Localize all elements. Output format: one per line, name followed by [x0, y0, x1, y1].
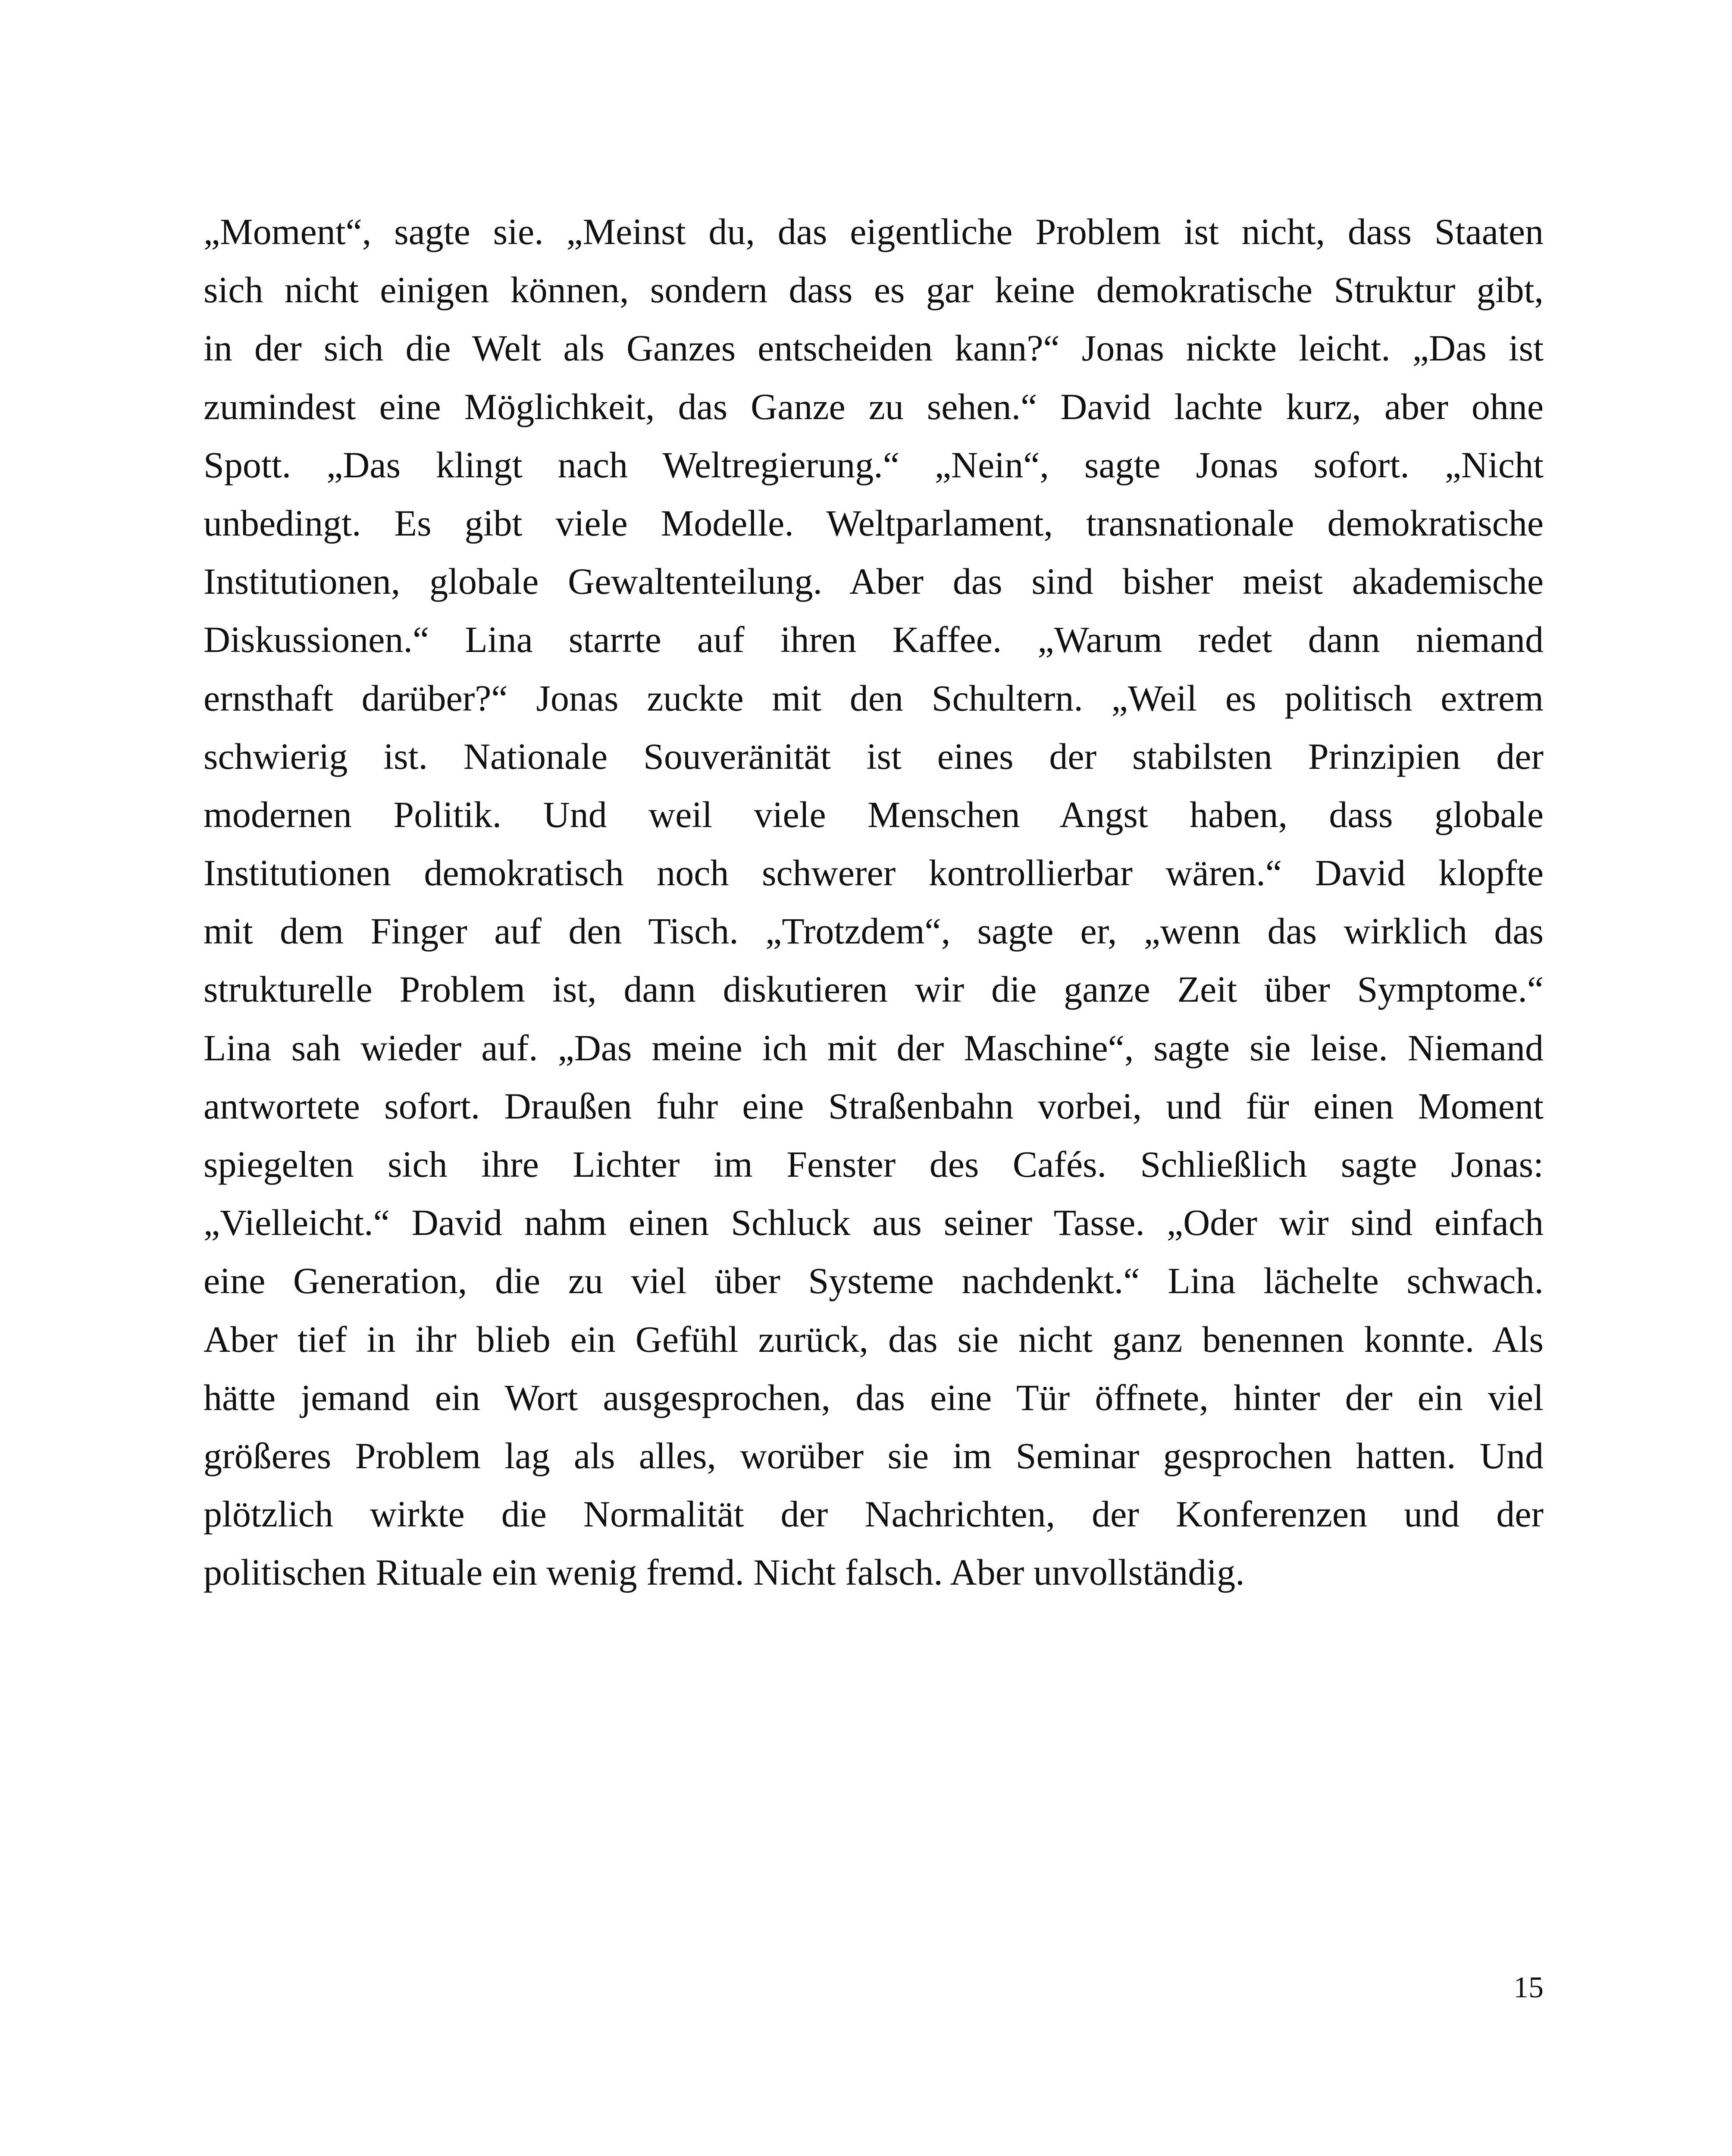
text-line: „Moment“, sagte sie. „Meinst du, das eigentliche Problem ist nicht, dass Staaten [204, 211, 1544, 252]
text-line: mit dem Finger auf den Tisch. „Trotzdem“, sagte er, „wenn das wirklich das [204, 910, 1544, 952]
text-line: spiegelten sich ihre Lichter im Fenster des Cafés. Schließlich sagte Jonas: [204, 1144, 1544, 1185]
text-line: Institutionen demokratisch noch schwerer kontrollierbar wären.“ David klopfte [204, 852, 1544, 894]
text-line: in der sich die Welt als Ganzes entscheiden kann?“ Jonas nickte leicht. „Das ist [204, 327, 1544, 369]
text-line: Lina sah wieder auf. „Das meine ich mit der Maschine“, sagte sie leise. Niemand [204, 1027, 1544, 1069]
text-line: größeres Problem lag als alles, worüber sie im Seminar gesprochen hatten. Und [204, 1435, 1544, 1476]
text-line: „Vielleicht.“ David nahm einen Schluck aus seiner Tasse. „Oder wir sind einfach [204, 1202, 1544, 1244]
text-line: ernsthaft darüber?“ Jonas zuckte mit den Schultern. „Weil es politisch extrem [204, 677, 1544, 719]
text-line: Institutionen, globale Gewaltenteilung. Aber das sind bisher meist akademische [204, 561, 1544, 602]
text-line: unbedingt. Es gibt viele Modelle. Weltparlament, transnationale demokratische [204, 502, 1544, 544]
text-line: politischen Rituale ein wenig fremd. Nicht falsch. Aber unvollständig. [204, 1551, 1245, 1593]
text-line: sich nicht einigen können, sondern dass es gar keine demokratische Struktur gibt, [204, 269, 1544, 311]
body-paragraph [204, 203, 1544, 1602]
text-line: plötzlich wirkte die Normalität der Nachrichten, der Konferenzen und der [204, 1493, 1544, 1535]
text-line: Spott. „Das klingt nach Weltregierung.“ „Nein“, sagte Jonas sofort. „Nicht [204, 444, 1544, 486]
text-line: Aber tief in ihr blieb ein Gefühl zurück, das sie nicht ganz benennen konnte. Als [204, 1318, 1544, 1360]
text-line: strukturelle Problem ist, dann diskutieren wir die ganze Zeit über Symptome.“ [204, 968, 1544, 1010]
text-line: Diskussionen.“ Lina starrte auf ihren Kaffee. „Warum redet dann niemand [204, 619, 1544, 661]
text-line: antwortete sofort. Draußen fuhr eine Straßenbahn vorbei, und für einen Moment [204, 1085, 1544, 1127]
text-line: schwierig ist. Nationale Souveränität ist eines der stabilsten Prinzipien der [204, 735, 1544, 777]
text-line: eine Generation, die zu viel über Systeme nachdenkt.“ Lina lächelte schwach. [204, 1260, 1544, 1302]
page-number: 15 [1513, 1971, 1544, 2004]
text-line: modernen Politik. Und weil viele Menschen Angst haben, dass globale [204, 793, 1544, 835]
text-line: zumindest eine Möglichkeit, das Ganze zu sehen.“ David lachte kurz, aber ohne [204, 385, 1544, 427]
text-line: hätte jemand ein Wort ausgesprochen, das eine Tür öffnete, hinter der ein viel [204, 1376, 1544, 1418]
